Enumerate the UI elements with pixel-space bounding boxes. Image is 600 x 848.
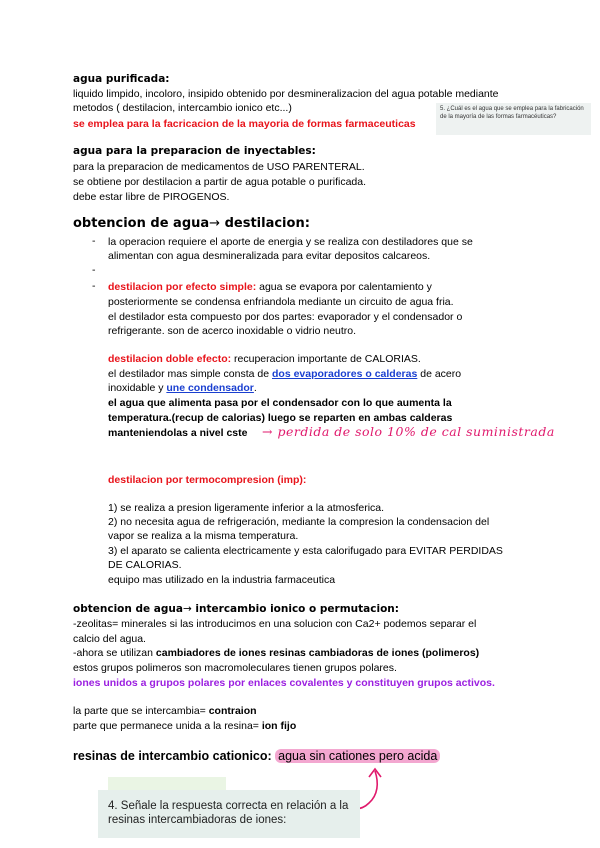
intercambio-line-3b: cambiadores de iones resinas cambiadoras de iones (polimeros)	[155, 647, 480, 659]
intercambio-purple-line: iones unidos a grupos polares por enlaces covalentes y constituyen grupos activos.	[73, 677, 495, 689]
inyectables-line-3: debe estar libre de PIROGENOS.	[73, 191, 230, 203]
destilacion-termo-3b: DE CALORIAS.	[108, 559, 182, 571]
quiz-question-4-text: 4. Señale la respuesta correcta en relación a la resinas intercambiadoras de iones:	[108, 800, 349, 826]
destilacion-bullet1-line2: alimentan con agua desmineralizada para evitar depositos calcareos.	[108, 250, 431, 262]
destilacion-simple-line3: el destilador esta compuesto por dos partes: evaporador y el condensador o	[108, 311, 463, 323]
destilacion-simple-text: agua se evapora por calentamiento y	[256, 281, 432, 293]
destilacion-termo-1: 1) se realiza a presion ligeramente inferior a la atmosferica.	[108, 502, 385, 514]
quiz-question-5-clipping	[436, 103, 591, 135]
inyectables-line-1: para la preparacion de medicamentos de USO PARENTERAL.	[73, 161, 365, 173]
destilacion-doble-line2a: el destilador mas simple consta de	[108, 368, 272, 380]
quiz-question-4-clipping	[98, 790, 360, 838]
destilacion-termo-label: destilacion por termocompresion (imp):	[108, 474, 307, 486]
section-title-purificada: agua purificada:	[73, 73, 170, 85]
destilacion-doble-bold3: manteniendolas a nivel cste	[108, 427, 248, 439]
destilacion-title-b: destilacion:	[220, 216, 310, 231]
destilacion-doble-line3b: .	[253, 382, 257, 394]
intercambio-title-a: obtencion de agua	[73, 603, 183, 615]
handwritten-note: → perdida de solo 10% de cal suministrada	[262, 424, 555, 439]
quiz-question-5-text: 5. ¿Cuál es el agua que se emplea para la fabricación de la mayoría de las formas farmacéuticas?	[440, 106, 584, 120]
intercambio-line-2: calcio del agua.	[73, 633, 146, 645]
destilacion-simple-line4: refrigerante. son de acerco inoxidable o vidrio neutro.	[108, 325, 357, 337]
inyectables-line-2: se obtiene por destilacion a partir de agua potable o purificada.	[73, 176, 367, 188]
resinas-line	[73, 749, 440, 763]
bullet-dash: -	[92, 235, 96, 247]
destilacion-doble-line2b: de acero	[417, 368, 462, 380]
purificada-line-1: liquido limpido, incoloro, insipido obtenido por desmineralizacion del agua potable mediante	[73, 88, 499, 100]
arrow-icon: →	[209, 216, 221, 231]
arrow-icon: →	[182, 603, 192, 615]
destilacion-termo-2a: 2) no necesita agua de refrigeración, mediante la compresion la condensacion del	[108, 516, 490, 528]
purificada-line-2: metodos ( destilacion, intercambio ionico etc...)	[73, 102, 292, 114]
intercambio-line-4: estos grupos polimeros son macromoleculares tienen grupos polares.	[73, 662, 397, 674]
intercambio-line-3	[73, 646, 479, 660]
destilacion-bullet1-line1: la operacion requiere el aporte de energia y se realiza con destiladores que se	[108, 236, 473, 248]
link-une-condensador[interactable]: une condensador	[166, 382, 254, 394]
section-title-destilacion	[73, 216, 310, 231]
ion-fijo-value: ion fijo	[261, 720, 297, 732]
resinas-title: resinas de intercambio cationico:	[73, 749, 276, 763]
destilacion-title-a: obtencion de agua	[73, 216, 210, 231]
contraion-label: la parte que se intercambia=	[73, 705, 209, 717]
destilacion-doble-bold2: temperatura.(recup de calorias) luego se reparten en ambas calderas	[108, 412, 453, 424]
intercambio-title-b: intercambio ionico o permutacion:	[191, 603, 399, 615]
destilacion-doble-text: recuperacion importante de CALORIAS.	[231, 353, 421, 365]
intercambio-line-3a: -ahora se utilizan	[73, 647, 156, 659]
ion-fijo-label: parte que permanece unida a la resina=	[73, 720, 262, 732]
quiz-cropped-answer	[108, 777, 226, 790]
destilacion-doble-line3	[108, 381, 257, 395]
bullet-dash: -	[92, 280, 96, 292]
destilacion-doble-line2	[108, 367, 461, 381]
link-dos-evaporadores[interactable]: dos evaporadores o calderas	[272, 368, 418, 380]
destilacion-doble-label: destilacion doble efecto:	[108, 353, 232, 365]
section-title-inyectables: agua para la preparacion de inyectables:	[73, 145, 316, 157]
destilacion-termo-4: equipo mas utilizado en la industria farmaceutica	[108, 574, 336, 586]
destilacion-doble-bold1: el agua que alimenta pasa por el condensador con lo que aumenta la	[108, 397, 452, 409]
purificada-red-line: se emplea para la facricacion de la mayoria de formas farmaceuticas	[73, 118, 416, 130]
destilacion-doble-line3a: inoxidable y	[108, 382, 167, 394]
section-title-intercambio	[73, 603, 399, 615]
destilacion-termo-3a: 3) el aparato se calienta electricamente y esta calorifugado para EVITAR PERDIDAS	[108, 545, 503, 557]
destilacion-simple-line1	[108, 280, 432, 294]
destilacion-termo-2b: vapor se realiza a la misma temperatura.	[108, 530, 299, 542]
resinas-highlight: agua sin cationes pero acida	[275, 749, 440, 763]
contraion-value: contraion	[208, 705, 257, 717]
destilacion-simple-label: destilacion por efecto simple:	[108, 281, 257, 293]
destilacion-doble-line1	[108, 352, 421, 366]
destilacion-simple-line2: posteriormente se condensa enfriandola mediante un circuito de agua fria.	[108, 296, 454, 308]
intercambio-line-1: -zeolitas= minerales si las introducimos en una solucion con Ca2+ podemos separar el	[73, 618, 477, 630]
ion-fijo-line	[73, 719, 296, 733]
contraion-line	[73, 704, 257, 718]
bullet-dash: -	[92, 264, 96, 276]
